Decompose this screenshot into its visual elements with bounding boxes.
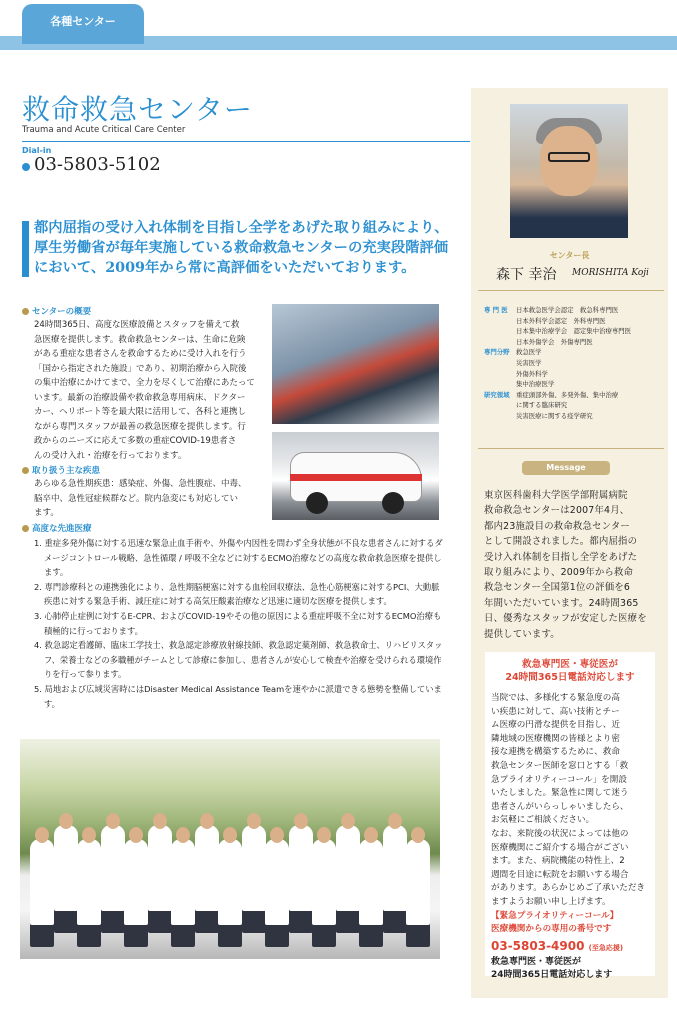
- text-line: 週間を目途に転院をお願いする場合: [491, 869, 629, 880]
- text-line: 都内23施設目の救命救急センター: [484, 520, 631, 532]
- text-line: 救命救急センターは2007年4月、: [484, 505, 630, 517]
- credential-row: [484, 390, 664, 401]
- lead-text: [34, 218, 464, 278]
- credential-label: 研究領域: [484, 390, 510, 399]
- text-line: 急プライオリティーコール」を開設: [491, 774, 627, 785]
- director-portrait: [510, 104, 628, 238]
- page-title: 救命救急センター: [22, 93, 253, 126]
- car-wheel: [306, 492, 328, 514]
- lead-line: において、2009年から常に高評価をいただいております。: [34, 260, 416, 276]
- credential-item: 日本外傷学会 外傷専門医: [516, 337, 593, 346]
- portrait-glasses: [548, 152, 590, 162]
- list-item: 5. 局地および広域災害時にはDisaster Medical Assistance Teamを速やかに派遣できる態勢を整備しています。: [34, 683, 442, 709]
- text-line: 24時間365日、高度な医療設備とスタッフを備えて救: [34, 320, 240, 330]
- section-heading-overview: [22, 305, 91, 317]
- list-item: 3. 心肺停止症例に対するE-CPR、およびCOVID-19やその他の原因による重症呼吸不全に対するECMO治療も積極的に行っております。: [34, 610, 442, 636]
- staff-head: [106, 813, 120, 829]
- notice-body: [491, 692, 649, 910]
- staff-head: [341, 813, 355, 829]
- staff-head: [364, 827, 378, 843]
- staff-figure: [289, 825, 313, 933]
- credential-item: 日本集中治療学会 認定集中治療専門医: [516, 327, 632, 336]
- section-heading-label: 取り扱う主な疾患: [32, 466, 101, 476]
- staff-head: [176, 827, 190, 843]
- text-line: として開設されました。都内屈指の: [484, 536, 638, 548]
- credential-item: 集中治療医学: [516, 380, 555, 389]
- text-line: ム医療の円滑な提供を目指し、近: [491, 720, 620, 731]
- staff-head: [129, 827, 143, 843]
- notice-footer-line: 救急専門医・専従医が: [491, 956, 582, 967]
- title-divider: [22, 141, 470, 142]
- text-line: 提供しています。: [484, 628, 560, 640]
- credential-label: 専 門 医: [484, 306, 508, 314]
- text-line: います。最新の治療設備や救命救急専用病床、ドクター: [34, 392, 246, 403]
- staff-head: [317, 827, 331, 843]
- staff-figure: [195, 825, 219, 933]
- sidebar-divider: [478, 448, 664, 449]
- overview-text: [34, 318, 266, 463]
- lead-line: 厚生労働省が毎年実施している救命救急センターの充実段階評価: [34, 240, 449, 256]
- text-line: 脳卒中、急性冠症候群など。院内急変にも対応してい: [34, 493, 239, 504]
- staff-group-photo: [20, 739, 440, 959]
- staff-figure: [242, 825, 266, 933]
- text-line: 隣地域の医療機関の皆様とより密: [491, 733, 620, 744]
- text-line: ながら専門スタッフが最善の救急医療を提供します。行: [34, 421, 246, 432]
- text-line: んの受け入れ・治療を行っております。: [34, 450, 187, 461]
- director-label: センター長: [549, 251, 590, 260]
- staff-head: [82, 827, 96, 843]
- text-line: 救急センター医師を窓口とする「救: [491, 760, 629, 771]
- priority-phone-number[interactable]: 03-5803-4900: [491, 938, 585, 953]
- bullet-dot-icon: [22, 525, 29, 532]
- bullet-dot-icon: [22, 308, 29, 315]
- dialin-label: Dial-in: [22, 146, 52, 155]
- director-roman-name: MORISHITA Koji: [572, 268, 649, 278]
- text-line: 救急センター全国第1位の評価を6: [484, 582, 631, 594]
- text-line: 医療機関にご紹介する場合がござい: [491, 842, 629, 853]
- text-line: 日、優秀なスタッフが安定した医療を: [484, 613, 647, 625]
- staff-figure: [30, 839, 54, 947]
- bullet-dot-icon: [22, 163, 30, 171]
- staff-figure: [312, 839, 336, 947]
- diseases-text: [34, 477, 266, 521]
- priority-call-label: 【緊急プライオリティーコール】: [491, 910, 619, 921]
- staff-figure: [359, 839, 383, 947]
- credential-item: 救急医学: [516, 348, 542, 357]
- credential-item: 日本救急医学会認定 救急科専門医: [516, 306, 619, 314]
- notice-footer: [491, 956, 649, 982]
- credential-item: 重症頭部外傷、多発外傷、集中治療: [516, 390, 619, 399]
- staff-figure: [265, 839, 289, 947]
- priority-call-notice: [485, 652, 655, 980]
- staff-head: [59, 813, 73, 829]
- director-credentials: [484, 305, 664, 422]
- staff-head: [35, 827, 49, 843]
- text-line: 東京医科歯科大学医学部附属病院: [484, 490, 628, 501]
- text-line: 当院では、多様化する緊急度の高: [491, 693, 620, 703]
- notice-title-line: 24時間365日電話対応します: [505, 672, 635, 683]
- lead-line: 都内屈指の受け入れ体制を目指し全学をあげた取り組みにより、: [34, 220, 449, 236]
- credential-label: 専門分野: [484, 348, 510, 357]
- sidebar-divider: [478, 290, 664, 291]
- advanced-list: [34, 536, 444, 711]
- director-name: 森下 幸治: [496, 267, 557, 283]
- text-line: あらゆる急性期疾患：感染症、外傷、急性腹症、中毒、: [34, 479, 247, 489]
- staff-figure: [101, 825, 125, 933]
- credential-item: 災害医学: [516, 358, 542, 367]
- surgery-photo: [272, 304, 439, 424]
- staff-head: [388, 813, 402, 829]
- staff-head: [411, 827, 425, 843]
- priority-phone-note: (至急応援): [588, 943, 624, 952]
- category-tab[interactable]: 各種センター: [22, 4, 144, 44]
- section-heading-label: 高度な先進医療: [32, 524, 92, 534]
- credential-item: 日本外科学会認定 外科専門医: [516, 316, 606, 325]
- staff-figure: [406, 839, 430, 947]
- credential-item: 災害医療に関する疫学研究: [516, 411, 593, 420]
- dialin-number[interactable]: 03-5803-5102: [34, 154, 161, 175]
- text-line: ますようお願い申し上げます。: [491, 896, 611, 907]
- section-heading-diseases: [22, 464, 100, 476]
- text-line: 年間いただいています。24時間365: [484, 597, 639, 609]
- notice-title-line: 救急専門医・専従医が: [522, 659, 618, 670]
- bullet-dot-icon: [22, 467, 29, 474]
- lead-accent-bar: [22, 221, 29, 277]
- staff-figure: [148, 825, 172, 933]
- notice-title: [491, 658, 649, 684]
- text-line: 受け入れ体制を目指し全学をあげた: [484, 551, 638, 563]
- staff-figure: [383, 825, 407, 933]
- staff-figure: [171, 839, 195, 947]
- message-label: Message: [522, 461, 610, 475]
- staff-figure: [124, 839, 148, 947]
- credential-item: 外傷外科学: [516, 369, 548, 378]
- staff-head: [223, 827, 237, 843]
- section-heading-advanced: [22, 522, 92, 534]
- text-line: ます。また、病院機能の特性上、2: [491, 856, 625, 867]
- staff-head: [247, 813, 261, 829]
- list-item: 4. 救急認定看護師、臨床工学技士、救急認定診療放射線技師、救急認定薬剤師、救急救命士、リハビリスタッフ、栄養士などの多職種がチームとして診療に参加し、患者さんが安心して検査や治療を受けられる環境作りを行って参ります。: [34, 640, 443, 680]
- car-stripe: [290, 474, 422, 481]
- text-line: がある重症な患者さんを救命するために受け入れを行う: [34, 349, 247, 359]
- page-subtitle: Trauma and Acute Critical Care Center: [22, 125, 186, 135]
- car-wheel: [382, 492, 404, 514]
- priority-call-subtitle: 医療機関からの専用の番号です: [491, 923, 612, 934]
- text-line: カー、ヘリポート等を最大限に活用して、各科と連携し: [34, 407, 246, 417]
- list-item: 1. 重症多発外傷に対する迅速な緊急止血手術や、外傷や内因性を問わず全身状態が不良な患者さんに対するダメージコントロール戦略、急性循環 / 呼吸不全などに対するECMO治療などの高度な救命救急医療を提供します。: [34, 538, 443, 578]
- notice-footer-line: 24時間365日電話対応します: [491, 969, 613, 980]
- text-line: があります。あらかじめご了承いただき: [491, 883, 646, 894]
- text-line: 政からのニーズに応えて多数の重症COVID-19患者さ: [34, 436, 237, 446]
- credential-item: に関する臨床研究: [516, 401, 568, 410]
- text-line: ます。: [34, 508, 59, 518]
- text-line: 「国から指定された施設」であり、初期治療から入院後: [34, 363, 247, 374]
- text-line: お気軽にご相談ください。: [491, 815, 595, 826]
- priority-call-phone[interactable]: [491, 938, 649, 956]
- staff-figure: [54, 825, 78, 933]
- staff-figure: [336, 825, 360, 933]
- credential-row: [484, 347, 664, 358]
- text-line: い疾患に対して、高い技術とチー: [491, 706, 620, 717]
- staff-head: [153, 813, 167, 829]
- text-line: 患者さんがいらっしゃいましたら、: [491, 801, 629, 812]
- list-item: 2. 専門診療科との連携強化により、急性期脳梗塞に対する血栓回収療法、急性心筋梗塞に対するPCI、大動脈疾患に対する緊急手術、減圧症に対する高気圧酸素治療など迅速に適切な医療を提供します。: [34, 581, 440, 607]
- doctor-car-photo: [272, 432, 439, 520]
- text-line: なお、来院後の状況によっては他の: [491, 828, 629, 839]
- text-line: 取り組みにより、2009年から救命: [484, 567, 634, 579]
- staff-figure: [77, 839, 101, 947]
- text-line: 急医療を提供します。救命救急センターは、生命に危険: [34, 334, 246, 345]
- staff-figure: [218, 839, 242, 947]
- staff-head: [200, 813, 214, 829]
- text-line: 接な連携を構築するために、救命: [491, 747, 620, 758]
- credential-row: [484, 305, 664, 316]
- text-line: いたしました。緊急性に関して迷う: [491, 788, 629, 799]
- director-message: [484, 488, 660, 642]
- section-heading-label: センターの概要: [32, 307, 92, 317]
- staff-head: [270, 827, 284, 843]
- staff-head: [294, 813, 308, 829]
- text-line: の集中治療にかけてまで、全力を尽くして治療にあたって: [34, 378, 255, 388]
